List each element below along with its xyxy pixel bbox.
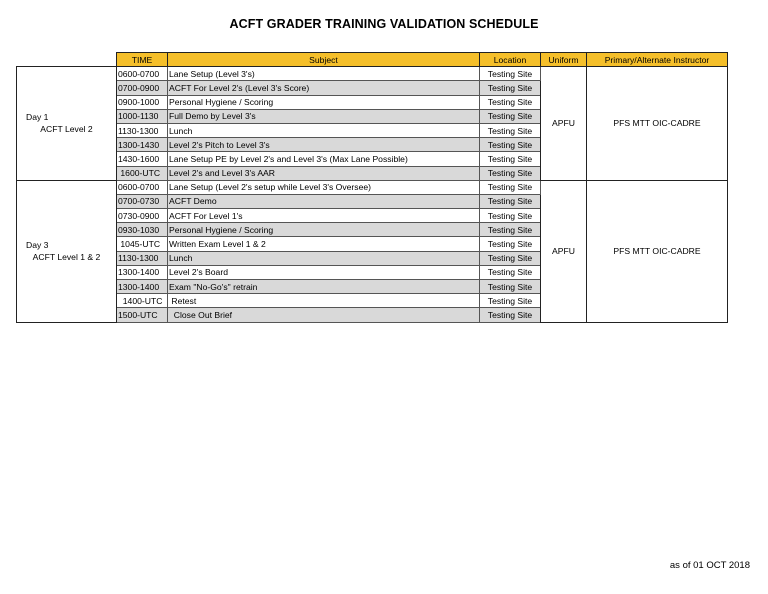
subject-cell: Lane Setup (Level 2's setup while Level 3's Oversee) <box>168 180 480 194</box>
day1-label-cell <box>17 67 117 181</box>
location-cell: Testing Site <box>480 138 541 152</box>
subject-cell: Personal Hygiene / Scoring <box>168 223 480 237</box>
subject-cell: Written Exam Level 1 & 2 <box>168 237 480 251</box>
time-cell: 1130-1300 <box>117 251 168 265</box>
time-cell: 1300-1400 <box>117 280 168 294</box>
day3-label: Day 3 <box>26 240 49 251</box>
location-cell: Testing Site <box>480 223 541 237</box>
day3-sublabel: ACFT Level 1 & 2 <box>32 252 101 263</box>
day1-sublabel: ACFT Level 2 <box>40 124 93 135</box>
time-cell: 1045-UTC <box>117 237 168 251</box>
table-row <box>17 67 728 81</box>
location-cell: Testing Site <box>480 294 541 308</box>
header-row <box>17 53 728 67</box>
location-cell: Testing Site <box>480 81 541 95</box>
subject-cell: Lane Setup PE by Level 2's and Level 3's (Max Lane Possible) <box>168 152 480 166</box>
day3-label-cell <box>17 180 117 322</box>
location-cell: Testing Site <box>480 209 541 223</box>
subject-cell: Level 2's and Level 3's AAR <box>168 166 480 180</box>
schedule-table <box>16 52 728 323</box>
location-cell: Testing Site <box>480 280 541 294</box>
subject-cell: Lane Setup (Level 3's) <box>168 67 480 81</box>
header-time: TIME <box>117 53 168 67</box>
time-cell: 1600-UTC <box>117 166 168 180</box>
location-cell: Testing Site <box>480 166 541 180</box>
header-instructor: Primary/Alternate Instructor <box>587 53 728 67</box>
subject-cell: Retest <box>168 294 480 308</box>
time-cell: 1300-1400 <box>117 265 168 279</box>
subject-cell: ACFT Demo <box>168 194 480 208</box>
time-cell: 1400-UTC <box>117 294 168 308</box>
time-cell: 1500-UTC <box>117 308 168 322</box>
location-cell: Testing Site <box>480 95 541 109</box>
time-cell: 0900-1000 <box>117 95 168 109</box>
time-cell: 0700-0900 <box>117 81 168 95</box>
location-cell: Testing Site <box>480 109 541 123</box>
time-cell: 0730-0900 <box>117 209 168 223</box>
location-cell: Testing Site <box>480 265 541 279</box>
time-cell: 0600-0700 <box>117 67 168 81</box>
time-cell: 1000-1130 <box>117 109 168 123</box>
location-cell: Testing Site <box>480 194 541 208</box>
table-row <box>17 180 728 194</box>
location-cell: Testing Site <box>480 251 541 265</box>
page-title: ACFT GRADER TRAINING VALIDATION SCHEDULE <box>229 17 539 31</box>
subject-cell: Exam "No-Go's" retrain <box>168 280 480 294</box>
subject-cell: Lunch <box>168 123 480 137</box>
as-of-date: as of 01 OCT 2018 <box>669 560 750 571</box>
location-cell: Testing Site <box>480 67 541 81</box>
time-cell: 0930-1030 <box>117 223 168 237</box>
location-cell: Testing Site <box>480 180 541 194</box>
header-subject: Subject <box>168 53 480 67</box>
time-cell: 1130-1300 <box>117 123 168 137</box>
subject-cell: ACFT For Level 2's (Level 3's Score) <box>168 81 480 95</box>
subject-cell: Full Demo by Level 3's <box>168 109 480 123</box>
subject-cell: Level 2's Pitch to Level 3's <box>168 138 480 152</box>
subject-cell: Personal Hygiene / Scoring <box>168 95 480 109</box>
location-cell: Testing Site <box>480 123 541 137</box>
time-cell: 1300-1430 <box>117 138 168 152</box>
header-uniform: Uniform <box>541 53 587 67</box>
location-cell: Testing Site <box>480 308 541 322</box>
time-cell: 0600-0700 <box>117 180 168 194</box>
day1-label: Day 1 <box>26 112 49 123</box>
time-cell: 1430-1600 <box>117 152 168 166</box>
day1-instructor: PFS MTT OIC-CADRE <box>587 67 728 181</box>
location-cell: Testing Site <box>480 237 541 251</box>
subject-cell: ACFT For Level 1's <box>168 209 480 223</box>
subject-cell: Lunch <box>168 251 480 265</box>
subject-cell: Close Out Brief <box>168 308 480 322</box>
location-cell: Testing Site <box>480 152 541 166</box>
day3-uniform: APFU <box>541 180 587 322</box>
time-cell: 0700-0730 <box>117 194 168 208</box>
subject-cell: Level 2's Board <box>168 265 480 279</box>
header-location: Location <box>480 53 541 67</box>
header-blank <box>17 53 117 67</box>
day1-uniform: APFU <box>541 67 587 181</box>
day3-instructor: PFS MTT OIC-CADRE <box>587 180 728 322</box>
